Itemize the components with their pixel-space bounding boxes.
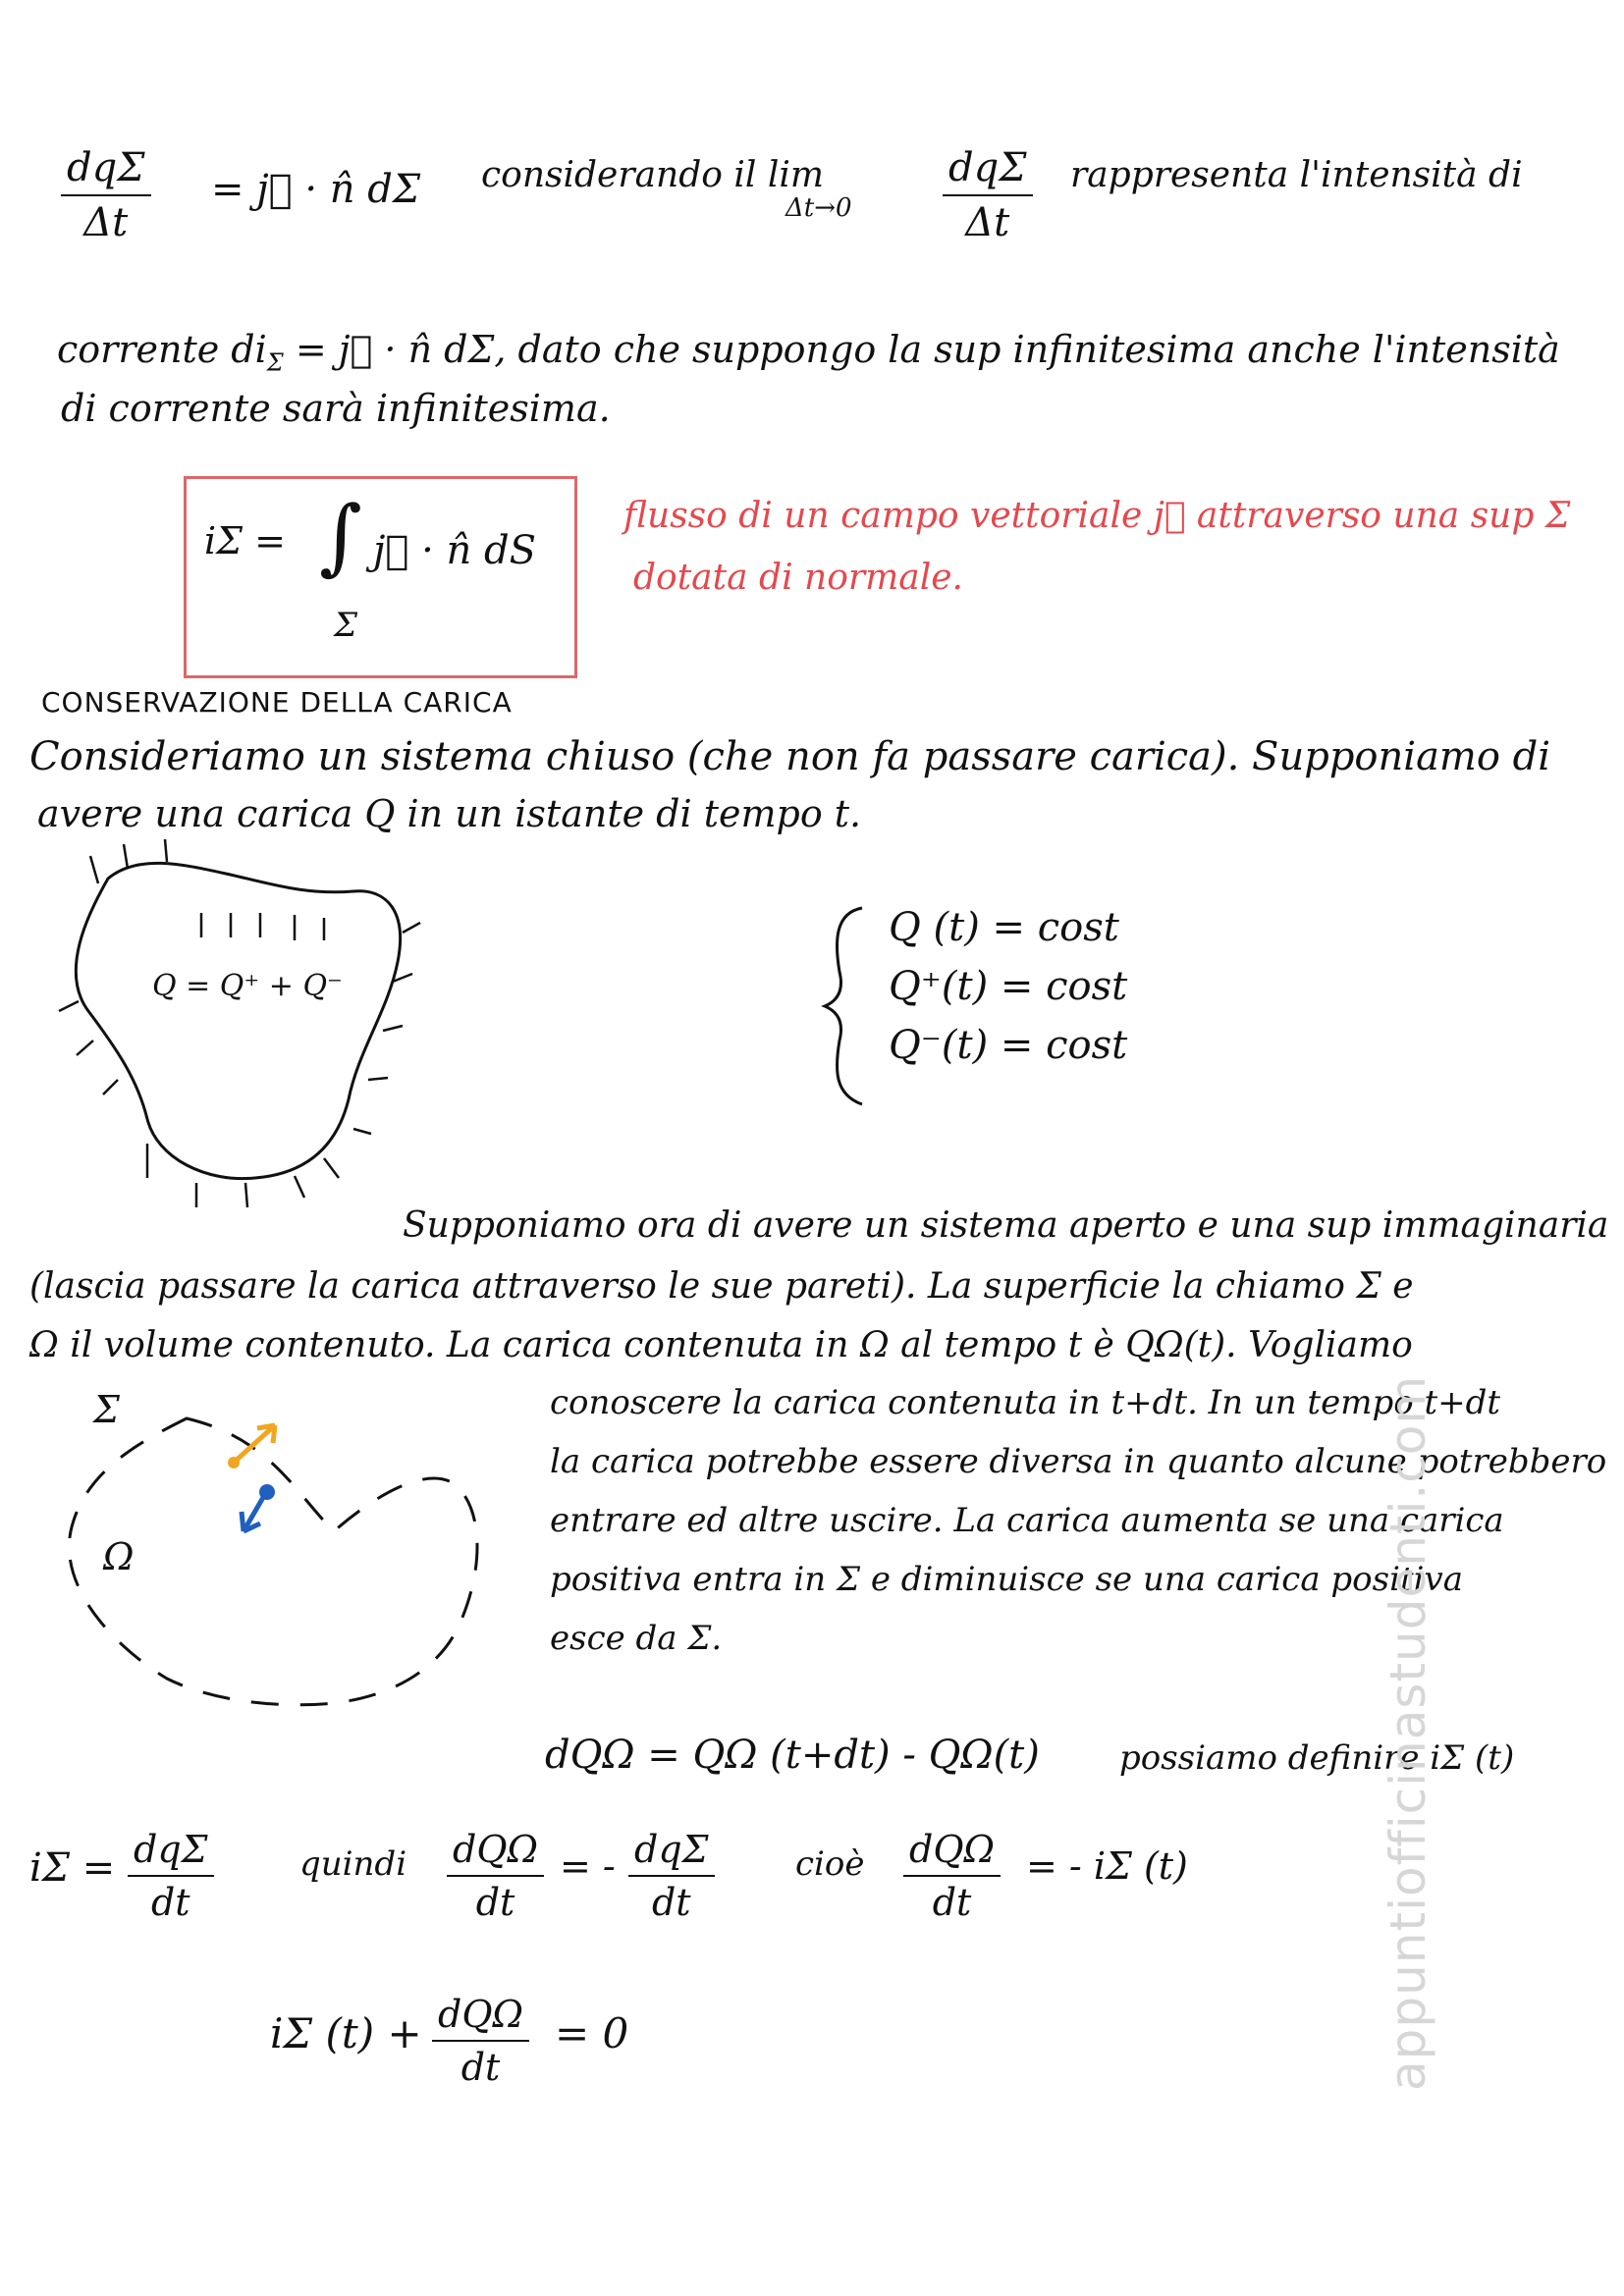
para2-line6: entrare ed altre uscire. La carica aumenta se una carica — [550, 1501, 1504, 1540]
fraction-numerator: dqΣ — [634, 1828, 709, 1871]
omega-label: Ω — [103, 1535, 135, 1578]
para1-line2: avere una carica Q in un istante di tempo t. — [37, 792, 862, 835]
sigma-label: Σ — [93, 1388, 120, 1431]
para2-line4: conoscere la carica contenuta in t+dt. In un tempo t+dt — [550, 1383, 1501, 1422]
fraction-numerator: dqΣ — [67, 145, 145, 190]
charge-in-arrow — [228, 1425, 275, 1468]
boxed-integrand: j⃗ · n̂ dS — [373, 528, 537, 573]
fraction-dq-dt-3 — [628, 1828, 715, 1924]
line2-equation: = j⃗ · n̂ dΣ — [295, 328, 495, 371]
fraction-denominator: Δt — [83, 200, 129, 245]
fraction-denominator: dt — [651, 1881, 691, 1924]
fraction-numerator: dQΩ — [909, 1828, 995, 1871]
fraction-denominator: dt — [150, 1881, 190, 1924]
section-title: CONSERVAZIONE DELLA CARICA — [41, 686, 513, 719]
system-eq2: Q⁺(t) = cost — [889, 964, 1128, 1009]
define-i-text: possiamo definire iΣ (t) — [1119, 1738, 1515, 1778]
fraction-bar — [628, 1875, 715, 1877]
integral-sign: ∫ — [319, 488, 362, 584]
line1-text-2: rappresenta l'intensità di — [1070, 155, 1523, 195]
blob-label: Q = Q⁺ + Q⁻ — [152, 969, 343, 1003]
final-lhs: iΣ (t) + — [270, 2009, 422, 2057]
dq-equation: dQΩ = QΩ (t+dt) - QΩ(t) — [545, 1733, 1040, 1778]
fraction-bar — [432, 2040, 529, 2042]
fraction-final — [432, 1993, 529, 2089]
line1-text: considerando il lim — [481, 155, 825, 195]
fraction-dQ-dt — [447, 1828, 544, 1924]
integral-domain: Σ — [334, 606, 358, 645]
fraction-dq-dt-row — [128, 1828, 214, 1924]
fraction-denominator: dt — [932, 1881, 972, 1924]
charge-out-arrow — [242, 1484, 275, 1531]
fraction-dQ-dt-2 — [903, 1828, 1001, 1924]
red-note-line1: flusso di un campo vettoriale j⃗ attraverso una sup Σ — [623, 496, 1571, 536]
fraction-numerator: dqΣ — [134, 1828, 208, 1871]
para2-line3: Ω il volume contenuto. La carica contenuta in Ω al tempo t è QΩ(t). Vogliamo — [29, 1325, 1413, 1365]
eqrow-lhs: iΣ = — [29, 1845, 116, 1891]
boxed-lhs: iΣ = — [204, 519, 286, 562]
para2-line7: positiva entra in Σ e diminuisce se una carica positiva — [550, 1560, 1463, 1599]
watermark: appuntiofficinastudenti.com — [1380, 1374, 1436, 2091]
blob-outline — [76, 863, 400, 1178]
eqrow-rhs: = - iΣ (t) — [1026, 1844, 1188, 1888]
system-eq3: Q⁻(t) = cost — [889, 1023, 1128, 1068]
blob-hatching — [59, 839, 420, 1207]
fraction-numerator: dQΩ — [438, 1993, 523, 2036]
eqrow-mid: = - — [560, 1844, 616, 1888]
line1-equation: = j⃗ · n̂ dΣ — [211, 167, 421, 212]
fraction-denominator: dt — [460, 2046, 501, 2089]
system-eq1: Q (t) = cost — [889, 905, 1119, 950]
line2-text-c: di corrente sarà infinitesima. — [61, 387, 611, 430]
quindi-text: quindi — [299, 1844, 407, 1884]
fraction-denominator: Δt — [965, 200, 1010, 245]
fraction-denominator: dt — [475, 1881, 515, 1924]
fraction-bar — [128, 1875, 214, 1877]
final-rhs: = 0 — [555, 2009, 629, 2057]
sigma-subscript: Σ — [266, 348, 284, 377]
line2-text-b: , dato che suppongo la sup infinitesima anche l'intensità — [494, 328, 1560, 371]
fraction-bar — [903, 1875, 1001, 1877]
para2-line8: esce da Σ. — [550, 1619, 723, 1658]
para2-line2: (lascia passare la carica attraverso le sue pareti). La superficie la chiamo Σ e — [29, 1266, 1414, 1307]
fraction-numerator: dqΣ — [948, 145, 1027, 190]
lim-subscript: Δt→0 — [785, 193, 852, 223]
para1-line1: Consideriamo un sistema chiuso (che non fa passare carica). Supponiamo di — [29, 734, 1551, 779]
cioe-text: cioè — [795, 1844, 865, 1884]
fraction-bar — [447, 1875, 544, 1877]
para2-line1: Supponiamo ora di avere un sistema aperto e una sup immaginaria — [403, 1205, 1609, 1246]
system-brace — [825, 908, 862, 1104]
para2-line5: la carica potrebbe essere diversa in quanto alcune potrebbero — [550, 1442, 1607, 1481]
fraction-numerator: dQΩ — [453, 1828, 538, 1871]
line2-text-a-label: corrente di — [57, 328, 267, 371]
red-note-line2: dotata di normale. — [633, 558, 963, 598]
